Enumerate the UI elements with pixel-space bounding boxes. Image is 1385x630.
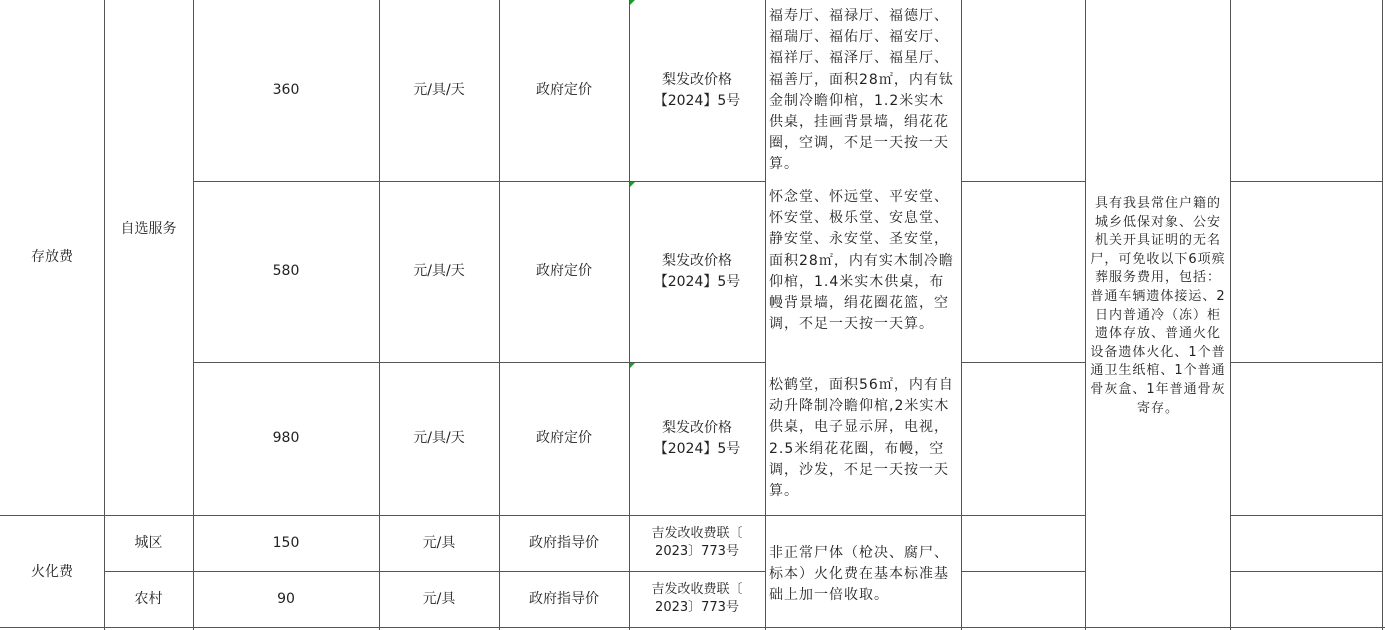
storage-fee-category: 存放费 (31, 249, 73, 265)
pricing-method-cell: 政府定价 (536, 430, 592, 446)
price-cell: 90 (277, 590, 295, 607)
price-cell: 980 (272, 430, 300, 446)
policy-document-cell (629, 181, 765, 362)
exemption-note: 具有我县常住户籍的城乡低保对象、公安机关开具证明的无名尸，可免收以下6项殡葬服务费用，包括：普通车辆遗体接运、2日内普通冷（冻）柜遗体存放、普通火化设备遗体火化、1个普通卫生纸棺、1个普通骨灰盒、1年普通骨灰寄存。 (1090, 196, 1226, 416)
pricing-method-cell: 政府指导价 (529, 534, 599, 551)
policy-document-cell (629, 515, 765, 571)
custom-service-subcategory: 自选服务 (120, 220, 177, 237)
policy-document-line2: 2023〕773号 (655, 544, 739, 559)
service-description: 松鹤堂，面积56㎡，内有自动升降制冷瞻仰棺,2米实木供桌，电子显示屏，电视，2.5米绢花花圈，布幔，空调，沙发，不足一天按一天算。 (769, 377, 954, 500)
policy-document-line2: 【2024】5号 (653, 92, 741, 109)
pricing-method-cell: 政府定价 (536, 82, 592, 98)
policy-document-line2: 【2024】5号 (653, 440, 741, 457)
policy-document-cell (629, 571, 765, 627)
pricing-method-cell: 政府定价 (536, 263, 592, 279)
price-cell: 150 (272, 534, 300, 551)
policy-document-cell (629, 362, 765, 515)
unit-cell: 元/具/天 (413, 263, 465, 279)
policy-document-line1: 梨发改价格 (662, 419, 732, 436)
policy-document-line1: 吉发改收费联〔 (651, 526, 743, 541)
service-description: 怀念堂、怀远堂、平安堂、怀安堂、极乐堂、安息堂、静安堂、永安堂、圣安堂，面积28㎡，内有实木制冷瞻仰棺，1.4米实木供桌，布幔背景墙，绢花圈花篮，空调，不足一天按一天算。 (769, 189, 954, 333)
policy-document-line1: 梨发改价格 (662, 71, 732, 88)
price-cell: 360 (272, 82, 300, 98)
area-cell: 城区 (134, 534, 163, 551)
unit-cell: 元/具 (422, 534, 456, 551)
pricing-method-cell: 政府指导价 (529, 590, 599, 607)
price-cell: 580 (272, 263, 300, 279)
unit-cell: 元/具/天 (413, 430, 465, 446)
area-cell: 农村 (134, 590, 163, 607)
cell-indicator (630, 0, 635, 5)
policy-document-line2: 【2024】5号 (653, 273, 741, 290)
policy-document-line1: 吉发改收费联〔 (651, 582, 743, 597)
cell-indicator (630, 182, 635, 187)
cremation-description: 非正常尸体（枪决、腐尸、标本）火化费在基本标准基础上加一倍收取。 (769, 545, 949, 604)
policy-document-line2: 2023〕773号 (655, 600, 739, 615)
unit-cell: 元/具 (422, 590, 456, 607)
unit-cell: 元/具/天 (413, 82, 465, 98)
cell-indicator (630, 363, 635, 368)
cremation-fee-category: 火化费 (31, 564, 73, 580)
policy-document-cell (629, 0, 765, 181)
service-description: 福寿厅、福禄厅、福德厅、福瑞厅、福佑厅、福安厅、福祥厅、福泽厅、福星厅、福善厅，面积28㎡，内有钛金制冷瞻仰棺，1.2米实木供桌，挂画背景墙，绢花花圈，空调，不足一天按一天算。 (769, 8, 954, 173)
policy-document-line1: 梨发改价格 (662, 252, 732, 269)
